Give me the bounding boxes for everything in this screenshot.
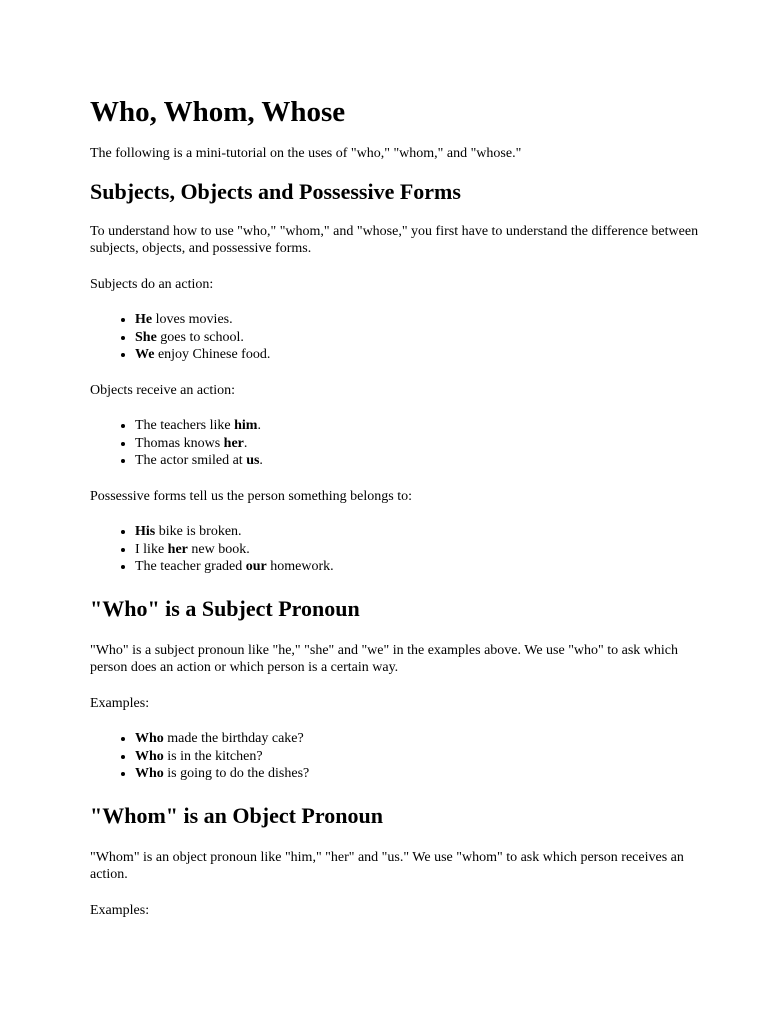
bold-pronoun: We: [135, 347, 155, 362]
objects-list: [90, 417, 708, 470]
list-item: • The teacher graded our homework.: [135, 558, 708, 576]
subjects-explanation-paragraph: To understand how to use "who," "whom," and "whose," you first have to understand the difference between subjects, objects, and possessive forms.: [90, 223, 699, 256]
bold-pronoun: her: [167, 541, 188, 557]
list-item: • The actor smiled at us.: [135, 452, 708, 470]
objects-intro: Objects receive an action:: [90, 382, 235, 398]
list-item: • His bike is broken.: [135, 523, 708, 541]
list-item: • I like her new book.: [135, 541, 708, 559]
list-item: • Who is in the kitchen?: [135, 748, 708, 766]
bold-pronoun: our: [245, 559, 267, 574]
bold-pronoun: us: [246, 453, 260, 468]
bold-pronoun: His: [135, 524, 156, 539]
list-item: • Thomas knows her.: [135, 435, 708, 453]
possessive-intro: Possessive forms tell us the person something belongs to:: [90, 488, 412, 504]
page-title: Who, Whom, Whose: [90, 96, 346, 128]
subjects-intro: Subjects do an action:: [90, 276, 214, 292]
possessive-list: [90, 523, 708, 576]
heading-who-subject-pronoun: "Who" is a Subject Pronoun: [90, 595, 360, 621]
who-examples-list: [90, 730, 708, 783]
bold-pronoun: She: [135, 329, 157, 345]
list-item: • Who is going to do the dishes?: [135, 765, 708, 783]
heading-whom-object-pronoun: "Whom" is an Object Pronoun: [90, 802, 383, 828]
whom-explanation-paragraph: "Whom" is an object pronoun like "him," "her" and "us." We use "whom" to ask which person receives an action.: [90, 849, 684, 882]
list-item: • He loves movies.: [135, 311, 708, 329]
heading-subjects-objects-possessive: Subjects, Objects and Possessive Forms: [90, 178, 461, 204]
who-examples-label: Examples:: [90, 695, 150, 711]
list-item: • Who made the birthday cake?: [135, 730, 708, 748]
list-item: • She goes to school.: [135, 329, 708, 347]
bold-pronoun: Who: [135, 748, 164, 764]
bold-pronoun: He: [135, 312, 153, 327]
list-item: • We enjoy Chinese food.: [135, 346, 708, 364]
bold-pronoun: him: [234, 418, 258, 433]
bold-pronoun: Who: [135, 766, 164, 781]
bold-pronoun: Who: [135, 731, 164, 746]
whom-examples-label: Examples:: [90, 902, 150, 918]
who-explanation-paragraph: "Who" is a subject pronoun like "he," "she" and "we" in the examples above. We use "who" to ask which person does an action or which person is a certain way.: [90, 642, 679, 675]
bold-pronoun: her: [223, 435, 244, 451]
list-item: • The teachers like him.: [135, 417, 708, 435]
intro-paragraph: The following is a mini-tutorial on the uses of "who," "whom," and "whose.": [90, 146, 522, 161]
subjects-list: [90, 311, 708, 364]
